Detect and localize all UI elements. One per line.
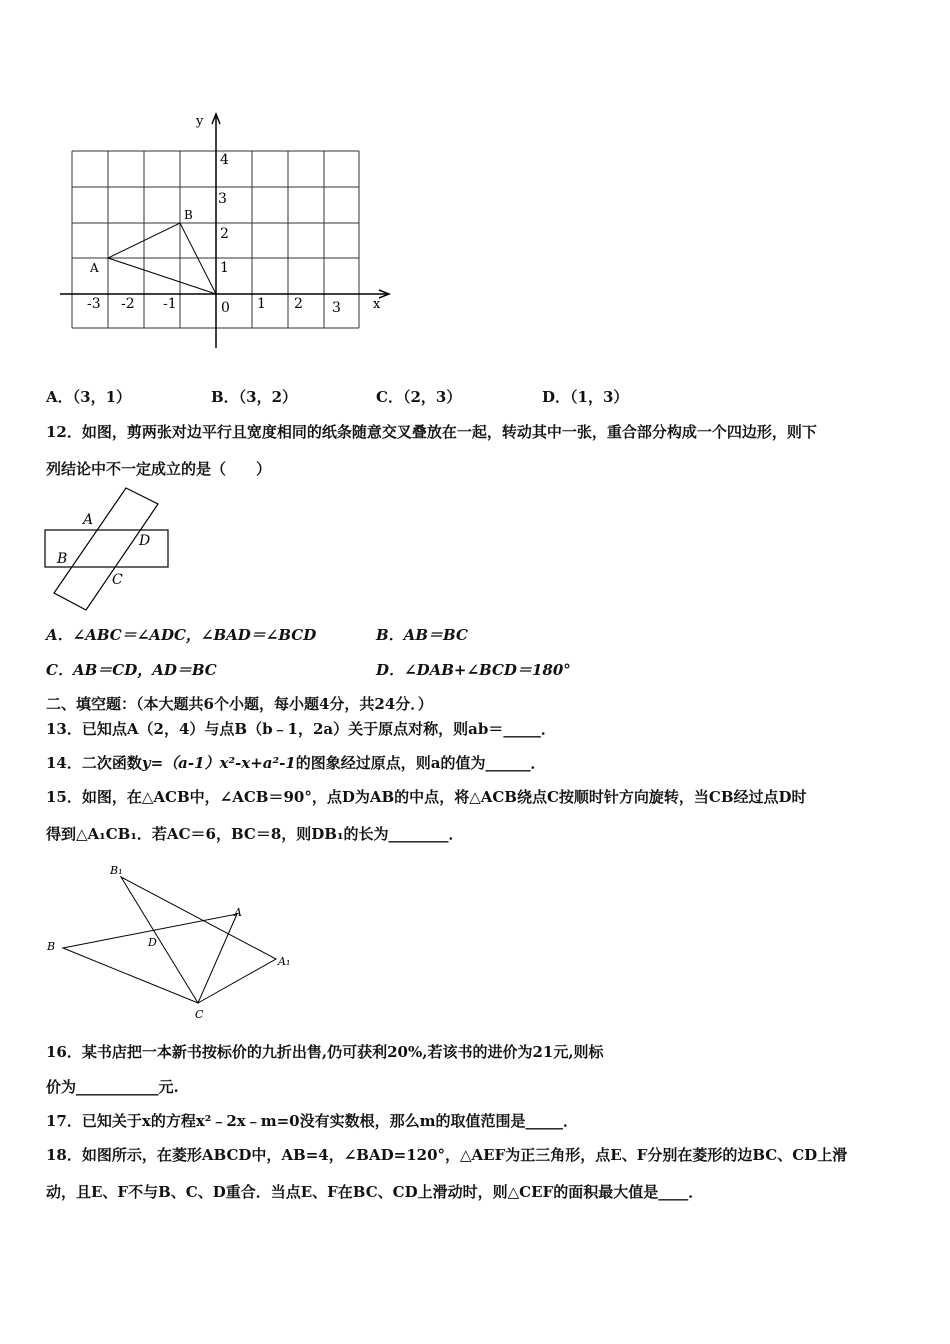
q17-text: 17．已知关于x的方程x²﹣2x﹣m=0没有实数根，那么m的取值范围是_____． bbox=[46, 1112, 578, 1130]
y-tick-label: 3 bbox=[218, 191, 227, 207]
y-tick-label: 1 bbox=[220, 260, 229, 276]
x-tick-label: -1 bbox=[163, 296, 177, 312]
section2-heading: 二、填空题：（本大题共6个小题，每小题4分，共24分．） bbox=[46, 695, 433, 713]
q12-option-b: B．AB＝BC bbox=[376, 626, 468, 644]
label-d: D bbox=[148, 936, 157, 949]
x-axis-label: x bbox=[373, 297, 381, 312]
x-tick-label: -2 bbox=[121, 296, 135, 312]
y-tick-label: 2 bbox=[220, 226, 229, 242]
q16-stem-line1: 16．某书店把一本新书按标价的九折出售,仍可获利20%,若该书的进价为21元,则标 bbox=[46, 1043, 604, 1061]
q14-suffix: 的图象经过原点，则a的值为______． bbox=[295, 754, 546, 772]
x-tick-label: 3 bbox=[332, 300, 341, 316]
x-tick-label: 1 bbox=[257, 296, 266, 312]
q15-rotation-figure bbox=[40, 860, 310, 1025]
q13-text: 13．已知点A（2，4）与点B（b﹣1，2a）关于原点对称，则ab＝_____． bbox=[46, 720, 556, 738]
q15-stem-line1: 15．如图，在△ACB中，∠ACB＝90°，点D为AB的中点，将△ACB绕点C按顺时针方向旋转，当CB经过点D时 bbox=[46, 788, 807, 806]
x-tick-label: 0 bbox=[221, 300, 230, 316]
label-b1: B₁ bbox=[110, 864, 123, 877]
q11-coordinate-figure bbox=[55, 108, 405, 353]
q14-formula: y=（a-1）x²-x+a²-1 bbox=[141, 754, 296, 772]
q12-option-d: D．∠DAB+∠BCD＝180° bbox=[376, 661, 571, 679]
point-a-label: A bbox=[90, 261, 99, 275]
label-a1: A₁ bbox=[278, 955, 291, 968]
q11-option-b: B．（3，2） bbox=[211, 388, 298, 406]
label-b: B bbox=[47, 940, 56, 953]
q12-option-c: C．AB＝CD，AD＝BC bbox=[46, 661, 217, 679]
x-tick-label: -3 bbox=[87, 296, 101, 312]
y-tick-label: 4 bbox=[220, 152, 229, 168]
q16-stem-line2: 价为___________元. bbox=[46, 1078, 179, 1096]
q15-stem-line2: 得到△A₁CB₁．若AC＝6，BC＝8，则DB₁的长为________． bbox=[46, 825, 464, 843]
y-axis-label: y bbox=[196, 114, 204, 129]
label-a: A bbox=[234, 906, 242, 919]
q11-option-c: C．（2，3） bbox=[376, 388, 462, 406]
q12-stem-line2: 列结论中不一定成立的是（ ） bbox=[46, 460, 272, 478]
point-b-label: B bbox=[184, 208, 193, 222]
strip-point-a: A bbox=[83, 512, 94, 528]
strip-point-b: B bbox=[57, 551, 68, 567]
q11-option-d: D．（1，3） bbox=[542, 388, 629, 406]
x-tick-label: 2 bbox=[294, 296, 303, 312]
q12-option-a: A．∠ABC＝∠ADC，∠BAD＝∠BCD bbox=[46, 626, 317, 644]
q12-paper-strips-figure bbox=[40, 484, 180, 614]
q18-stem-line1: 18．如图所示，在菱形ABCD中，AB=4，∠BAD=120°，△AEF为正三角形，点E、F分别在菱形的边BC、CD上滑 bbox=[46, 1146, 848, 1164]
q12-stem-line1: 12．如图，剪两张对边平行且宽度相同的纸条随意交叉叠放在一起，转动其中一张，重合部分构成一个四边形，则下 bbox=[46, 423, 817, 441]
q14-prefix: 14．二次函数 bbox=[46, 754, 142, 772]
q11-option-a: A．（3，1） bbox=[46, 388, 132, 406]
q18-stem-line2: 动，且E、F不与B、C、D重合．当点E、F在BC、CD上滑动时，则△CEF的面积最大值是____． bbox=[46, 1183, 704, 1201]
q14-text bbox=[46, 752, 545, 773]
strip-point-d: D bbox=[139, 533, 151, 549]
label-c: C bbox=[195, 1008, 204, 1021]
strip-point-c: C bbox=[112, 572, 123, 588]
